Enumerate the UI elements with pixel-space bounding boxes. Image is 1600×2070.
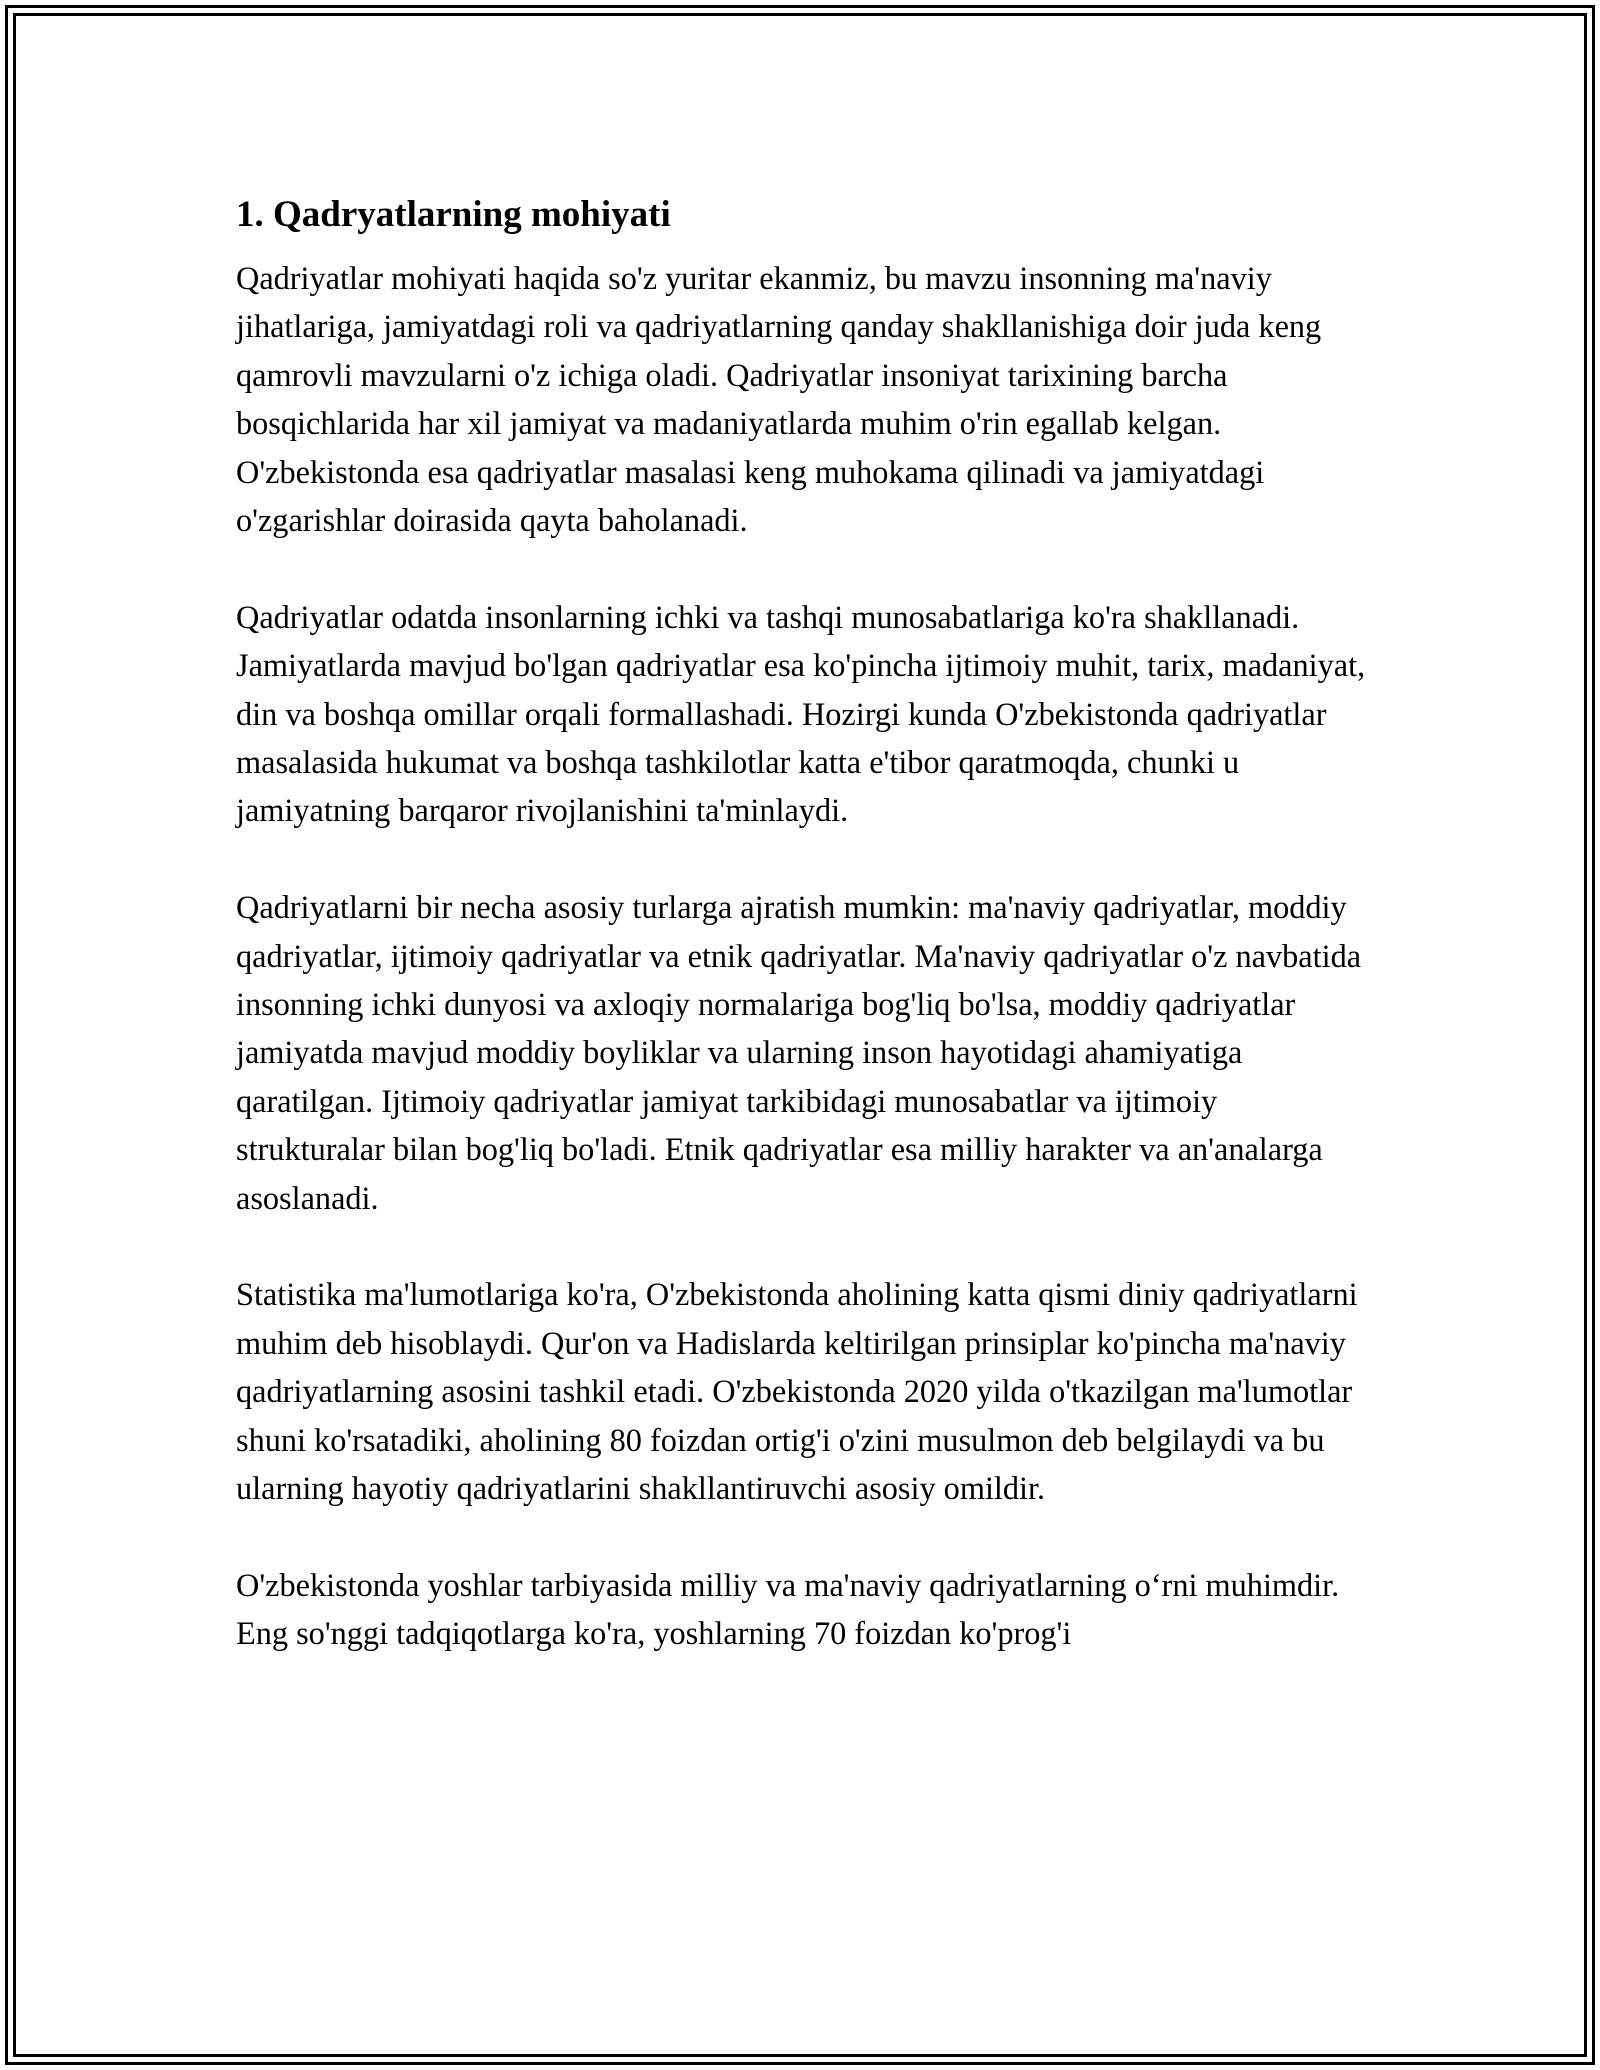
paragraph-5: O'zbekistonda yoshlar tarbiyasida milliy va ma'naviy qadriyatlarning o‘rni muhimdir. Eng so'nggi tadqiqotlarga ko'ra, yoshlarning 70 foizdan ko'prog'i	[236, 1566, 1340, 1652]
paragraph-4: Statistika ma'lumotlariga ko'ra, O'zbekistonda aholining katta qismi diniy qadriyatlarni muhim deb hisoblaydi. Qur'on va Hadislarda keltirilgan prinsiplar ko'pincha ma'naviy qadriyatlarning asosini tashkil etadi. O'zbekistonda 2020 yilda o'tkazilgan ma'lumotlar shuni ko'rsatadiki, aholining 80 foizdan ortig'i o'zini musulmon deb belgilaydi va bu ularning hayotiy qadriyatlarini shakllantiruvchi asosiy omildir.	[236, 1276, 1358, 1507]
paragraph-1: Qadriyatlar mohiyati haqida so'z yuritar ekanmiz, bu mavzu insonning ma'naviy jihatlariga, jamiyatdagi roli va qadriyatlarning qanday shakllanishiga doir juda keng qamrovli mavzularni o'z ichiga oladi. Qadriyatlar insoniyat tarixining barcha bosqichlarida har xil jamiyat va madaniyatlarda muhim o'rin egallab kelgan. O'zbekistonda esa qadriyatlar masalasi keng muhokama qilinadi va jamiyatdagi o'zgarishlar doirasida qayta baholanadi.	[236, 260, 1322, 539]
document-body	[236, 188, 1366, 1706]
paragraph-2: Qadriyatlar odatda insonlarning ichki va tashqi munosabatlariga ko'ra shakllanadi. Jamiyatlarda mavjud bo'lgan qadriyatlar esa ko'pincha ijtimoiy muhit, tarix, madaniyat, din va boshqa omillar orqali formallashadi. Hozirgi kunda O'zbekistonda qadriyatlar masalasida hukumat va boshqa tashkilotlar katta e'tibor qaratmoqda, chunki u jamiyatning barqaror rivojlanishini ta'minlaydi.	[236, 598, 1366, 829]
page-title: 1. Qadryatlarning mohiyati	[236, 194, 671, 235]
paragraph-3: Qadriyatlarni bir necha asosiy turlarga ajratish mumkin: ma'naviy qadriyatlar, moddiy qadriyatlar, ijtimoiy qadriyatlar va etnik qadriyatlar. Ma'naviy qadriyatlar o'z navbatida insonning ichki dunyosi va axloqiy normalariga bog'liq bo'lsa, moddiy qadriyatlar jamiyatda mavjud moddiy boyliklar va ularning inson hayotidagi ahamiyatiga qaratilgan. Ijtimoiy qadriyatlar jamiyat tarkibidagi munosabatlar va ijtimoiy strukturalar bilan bog'liq bo'ladi. Etnik qadriyatlar esa milliy harakter va an'analarga asoslanadi.	[236, 889, 1362, 1216]
